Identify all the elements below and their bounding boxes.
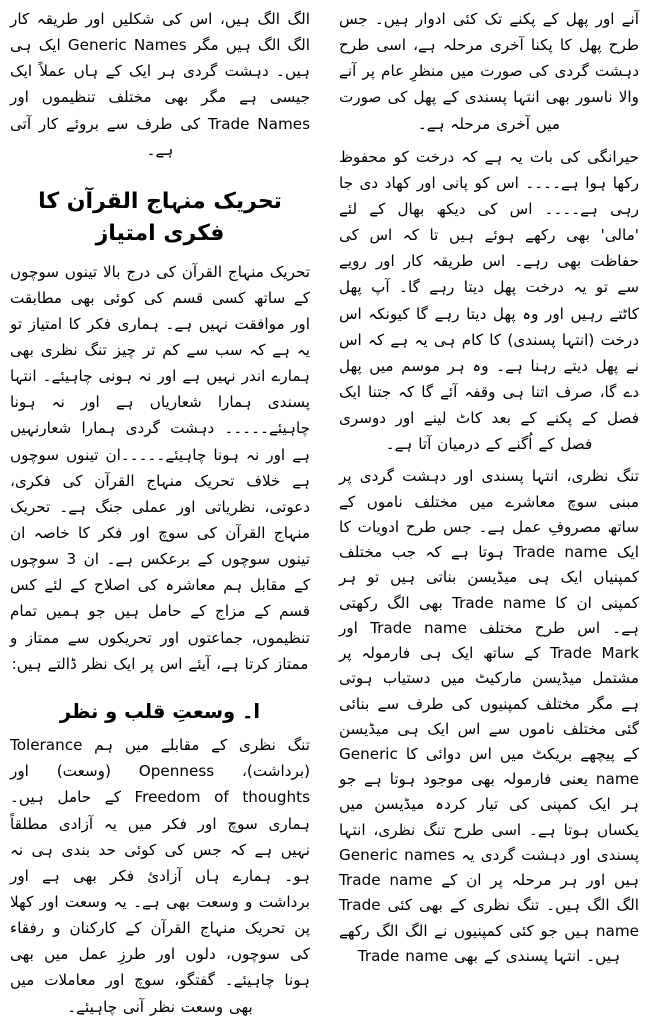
section-heading: تحریک منہاج القرآن کا فکری امتیاز: [38, 188, 282, 246]
section-subheading: ا۔ وسعتِ قلب و نظر: [59, 699, 261, 723]
paragraph: حیرانگی کی بات یہ ہے کہ درخت کو محفوظ رکھا ہوا ہے۔۔۔۔ اس کو پانی اور کھاد دی جا رہی ہے۔۔۔۔ اس کی دیکھ بھال کے لئے 'مالی' بھی رکھے ہوئے ہیں تا کہ اس کی حفاظت بھی رہے۔ اس طریقہ کار اور رویے سے تو یہ درخت پھل دیتا رہے گا۔ آپ پھل کاٹتے رہیں اور وہ پھل دیتا رہے گا کیونکہ اس درخت (انتہا پسندی) کا کام ہی یہ ہے کہ اس نے پھل دیتے رہنا ہے۔ وہ ہر موسم میں پھل دے گا، صرف اتنا ہی وقفہ آئے گا کہ جتنا ایک فصل کے پکنے کے بعد کاٹ لینے اور دوسری فصل کے اُگنے کے درمیان آتا ہے۔: [338, 147, 639, 454]
paragraph: تنگ نظری کے مقابلے میں ہم Tolerance (برداشت)، Openness (وسعت) اور Freedom of thoughts کے حامل ہیں۔ ہماری سوچ اور فکر میں یہ آزادی مطلقاً نہیں ہے کہ جس کی کوئی حد بندی ہی نہ ہو۔ ہمارے ہاں آزادیٔ فکر بھی ہے اور برداشت و وسعت بھی ہے۔ یہ وسعت اور کھلا پن تحریک منہاج القرآن کے کارکنان و رفقاء کی سوچوں، دلوں اور طرزِ عمل میں بھی ہونا چاہیئے۔ گفتگو، سوچ اور معاملات میں بھی وسعت نظر آنی چاہیئے۔: [10, 736, 310, 1016]
column-left: [339, 6, 639, 1021]
paragraph: آنے اور پھل کے پکنے تک کئی ادوار ہیں۔ جس طرح پھل کا پکنا آخری مرحلہ ہے، اسی طرح دہشت گردی کی صورت میں منظرِ عام پر آنے والا ناسور بھی انتہا پسندی کے پھل کی صورت میں آخری مرحلہ ہے۔: [338, 10, 639, 133]
paragraph: الگ الگ ہیں، اس کی شکلیں اور طریقہ کار الگ الگ ہیں مگر Generic Names ایک ہی ہیں۔ دہشت گردی ہر ایک کے ہاں عملاً ایک جیسی ہے مگر بھی مختلف تنظیموں اور Trade Names کی طرف سے بروئے کار آتی ہے۔: [10, 10, 311, 159]
paragraph: تحریک منہاج القرآن کی درج بالا تینوں سوچوں کے ساتھ کسی قسم کی کوئی بھی مطابقت اور موافقت نہیں ہے۔ ہماری فکر کا امتیاز تو یہ ہے کہ سب سے کم تر چیز تنگ نظری بھی ہمارے اندر نہیں ہے اور نہ ہونی چاہیئے۔ انتہا پسندی ہمارا شعاریاں ہے اور نہ ہونا چاہیئے۔۔۔۔۔ دہشت گردی ہمارا شعارنہیں ہے اور نہ ہونا چاہیئے۔۔۔۔۔ان تینوں سوچوں ہے خلاف تحریک منہاج القرآن کی فکری، دعوتی، نظریاتی اور عملی جنگ ہے۔ تحریک منہاج القرآن کی سوچ اور فکر کا خاصہ ان تینوں سوچوں کے برعکس ہے۔ ان 3 سوچوں کے مقابل ہم معاشرہ کی اصلاح کے لئے کس قسم کے مزاج کے حامل ہیں جو ہمیں تمام تنظیموں، جماعتوں اور تحریکوں سے ممتاز و ممتاز کرتا ہے، آیئے اس پر ایک نظر ڈالتے ہیں:: [9, 262, 310, 673]
paragraph: تنگ نظری، انتہا پسندی اور دہشت گردی پر مبنی سوچ معاشرے میں مختلف ناموں کے ساتھ مصروفِ عمل ہے۔ جس طرح ادویات کا ایک Trade name ہوتا ہے کہ جب مختلف کمپنیاں ایک ہی میڈیسن بناتی ہیں تو ہر کمپنی ان کا Trade name بھی الگ رکھتی ہے۔ اس طرح مختلف Trade name اور Trade Mark کے ساتھ ایک ہی فارمولہ پر مشتمل میڈیسن مارکیٹ میں دستیاب ہوتی ہے مگر مختلف کمپنیوں کی طرف سے بنائی گئی مختلف ناموں سے اس ایک ہی میڈیسن کے پیچھے بریکٹ میں اس دوائی کا Generic name یعنی فارمولہ بھی موجود ہوتا ہے جو ہر ایک کمپنی کی تیار کردہ میڈیسن میں یکساں ہوتا ہے۔ اسی طرح تنگ نظری، انتہا پسندی اور دہشت گردی یہ Generic names ہیں اور ہر مرحلہ پر ان کے Trade name الگ الگ ہیں۔ تنگ نظری کے بھی کئی Trade name ہیں جو کئی کمپنیوں نے الگ الگ رکھے ہیں۔ انتہا پسندی کے بھی Trade name: [338, 467, 639, 965]
column-right: [10, 6, 310, 1021]
column-divider: [324, 6, 325, 1021]
